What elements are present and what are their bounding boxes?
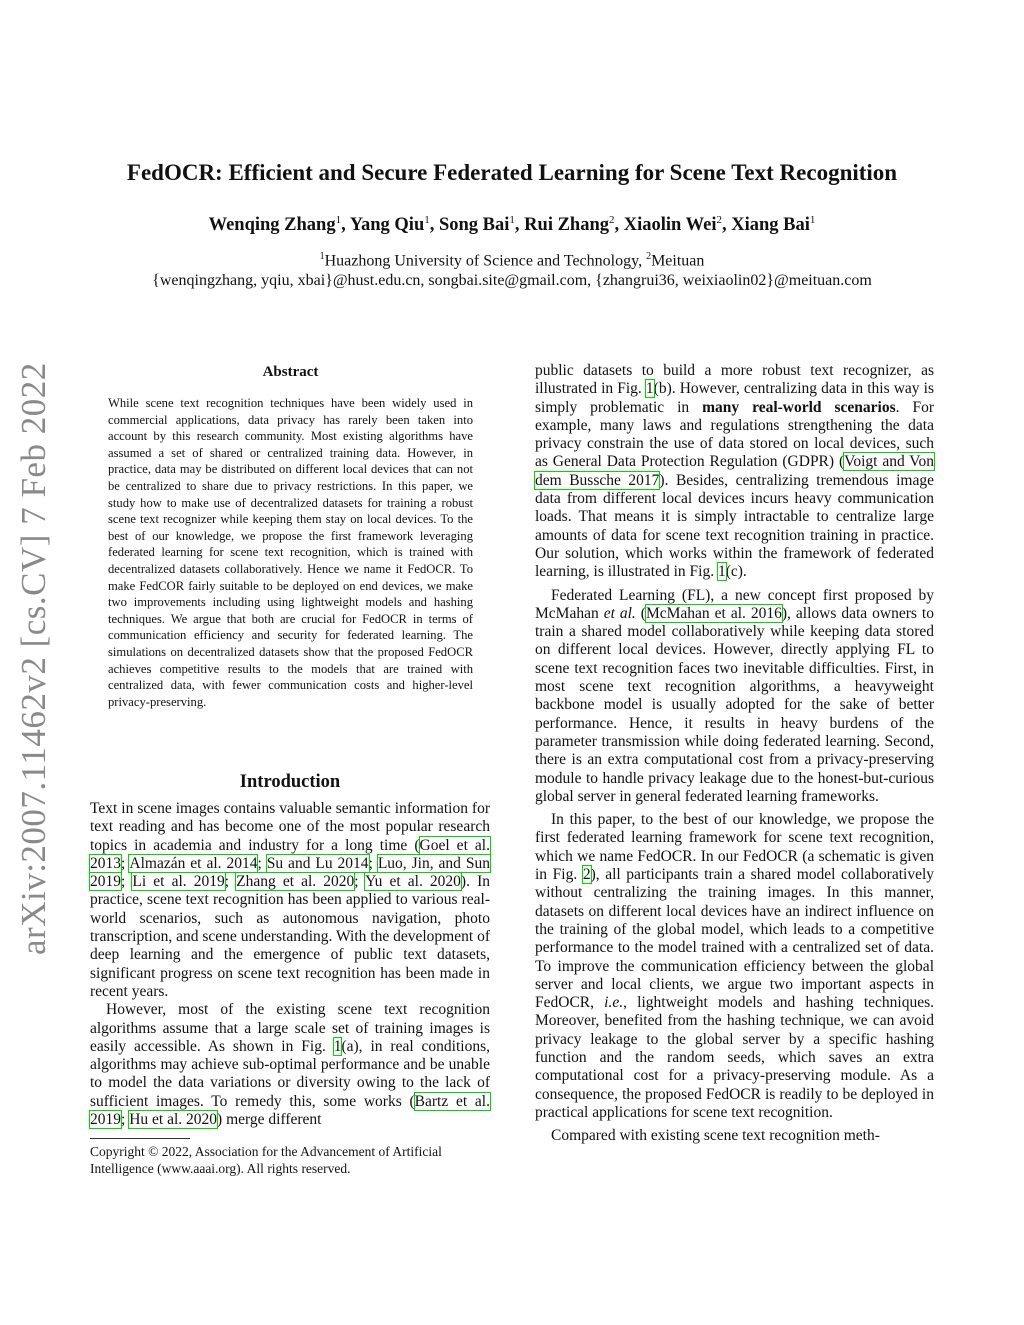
paper-title: FedOCR: Efficient and Secure Federated Learning for Scene Text Recognition: [126, 160, 898, 185]
author-list: Wenqing Zhang$^1$, Yang Qiu$^1$, Song Bai$^1$, Rui Zhang$^2$, Xiaolin Wei$^2$, Xiang Bai$^1$: [208, 214, 816, 236]
citation-link[interactable]: Zhang et al. 2020: [236, 873, 355, 891]
paragraph: Compared with existing scene text recognition meth-: [551, 1127, 880, 1145]
citation-link[interactable]: Luo, Jin, and Sun 2019: [90, 854, 490, 891]
paragraph: Text in scene images contains valuable semantic information for text reading and has become one of the most popular research topics in academia and industry for a long time (Goel et al. 2013; Almazán et al. 2014; Su and Lu 2014; Luo, Jin, and Sun 2019; Li et al. 2019; Zhang et al. 2020; Yu et al. 2020). In practice, scene text recognition has been applied to various real-world scenarios, such as autonomous navigation, photo transcription, and scene understanding. With the development of deep learning and the emergence of public text datasets, significant progress on scene text recognition has been made in recent years.: [90, 800, 490, 1000]
author-name: Song Bai: [438, 215, 510, 236]
introduction-heading: Introduction: [239, 772, 341, 792]
author-name: Xiaolin Wei: [623, 215, 717, 236]
footnote-rule: [90, 1138, 190, 1139]
paragraph: In this paper, to the best of our knowledge, we propose the first federated learning framework for scene text recognition, which we name FedOCR. In our FedOCR (a schematic is given in Fig. 2), all participants train a shared model collaboratively without centralizing the training images. In this manner, datasets on different local devices have an indirect influence on the training of the global model, which leads to a competitive performance to the model trained with a centralized set of data. To improve the communication efficiency between the global server and local clients, we argue two important aspects in FedOCR, i.e., lightweight models and hashing techniques. Moreover, benefited from the hashing technique, we can avoid privacy leakage to the global server by a specific hashing function and the random seeds, which saves an extra computational cost for a privacy-preserving module. As a consequence, the proposed FedOCR is readily to be deployed in practical applications for scene text recognition.: [535, 811, 935, 1121]
citation-link[interactable]: Li et al. 2019: [132, 873, 225, 891]
affiliations: $^1$Huazhong University of Science and Technology, $^2$Meituan {wenqingzhang, yqiu, xbai}@hust.edu.cn, songbai.site@gmail.com, {zhangrui36, weixiaolin02}@meituan.com: [0, 247, 1024, 291]
citation-link[interactable]: Hu et al. 2020: [129, 1111, 218, 1129]
author-emails: {wenqingzhang, yqiu, xbai}@hust.edu.cn, songbai.site@gmail.com, {zhangrui36, weixiaolin02}@meituan.com: [152, 272, 872, 290]
figure-link[interactable]: 1: [645, 380, 654, 398]
author-name: Yang Qiu: [349, 215, 425, 236]
citation-link[interactable]: Yu et al. 2020: [365, 873, 461, 891]
figure-link[interactable]: 1: [333, 1037, 342, 1055]
citation-link[interactable]: Goel et al. 2013: [90, 836, 490, 872]
right-column-text: [535, 362, 934, 1145]
author-name: Xiang Bai: [731, 215, 810, 236]
paragraph: However, most of the existing scene text recognition algorithms assume that a large scale set of training images is easily accessible. As shown in Fig. 1(a), in real conditions, algorithms may achieve sub-optimal performance and be unable to model the data variations or diversity owing to the lack of sufficient images. To remedy this, some works (Bartz et al. 2019; Hu et al. 2020) merge different: [90, 1001, 490, 1129]
paragraph: Federated Learning (FL), a new concept first proposed by McMahan et al. (McMahan et al. 2016), allows data owners to train a shared model collaboratively while keeping data stored on different local devices. However, directly applying FL to scene text recognition faces two inevitable difficulties. First, in most scene text recognition algorithms, a heavyweight backbone model is usually adopted for the sake of better performance. Hence, it results in heavy burdens of the parameter transmission while doing federated learning. Second, there is an extra computational cost from a privacy-preserving module to handle privacy leakage due to the honest-but-curious global server in general federated learning frameworks.: [535, 586, 934, 805]
abstract-body: While scene text recognition techniques have been widely used in commercial applications, data privacy has rarely been taken into account by this research community. Most existing algorithms have assumed a set of shared or centralized training data. However, in practice, data may be distributed on different local devices that can not be centralized to share due to privacy restrictions. In this paper, we study how to make use of decentralized datasets for training a robust scene text recognizer while keeping them stay on local devices. To the best of our knowledge, we propose the first framework leveraging federated learning for scene text recognition, which is trained with decentralized datasets collaboratively. Hence we name it FedOCR. To make FedCOR fairly suitable to be deployed on end devices, we make two improvements including using lightweight models and hashing techniques. We argue that both are crucial for FedOCR in terms of communication efficiency and security for federated learning. The simulations on decentralized datasets show that the proposed FedOCR achieves competitive results to the models that are trained with centralized data, with fewer communication costs and higher-level privacy-preserving.: [108, 396, 473, 709]
author-name: Rui Zhang: [524, 215, 610, 236]
arxiv-identifier: arXiv:2007.11462v2 [cs.CV] 7 Feb 2022: [14, 362, 53, 955]
citation-link[interactable]: Almazán et al. 2014: [129, 854, 258, 872]
left-column-text: [90, 800, 490, 1129]
figure-link[interactable]: 2: [582, 866, 591, 884]
abstract-heading: Abstract: [262, 364, 319, 380]
figure-link[interactable]: 1: [717, 563, 726, 581]
citation-link[interactable]: Su and Lu 2014: [266, 854, 369, 872]
citation-link[interactable]: Voigt and Von dem Bussche 2017: [535, 453, 935, 489]
author-name: Wenqing Zhang: [208, 215, 336, 236]
copyright-footnote: Copyright © 2022, Association for the Advancement of Artificial Intelligence (www.aaai.org). All rights reserved.: [90, 1144, 442, 1176]
citation-link[interactable]: Bartz et al. 2019: [90, 1092, 490, 1129]
citation-link[interactable]: McMahan et al. 2016: [645, 604, 782, 622]
paragraph: public datasets to build a more robust text recognizer, as illustrated in Fig. 1(b). However, centralizing data in this way is simply problematic in many real-world scenarios. For example, many laws and regulations strengthening the data privacy constrain the use of data stored on local devices, such as General Data Protection Regulation (GDPR) (Voigt and Von dem Bussche 2017). Besides, centralizing tremendous image data from different local devices incurs heavy communication loads. That means it is simply intractable to centralize large amounts of data for scene text recognition training in practice. Our solution, which works within the framework of federated learning, is illustrated in Fig. 1(c).: [535, 362, 935, 581]
